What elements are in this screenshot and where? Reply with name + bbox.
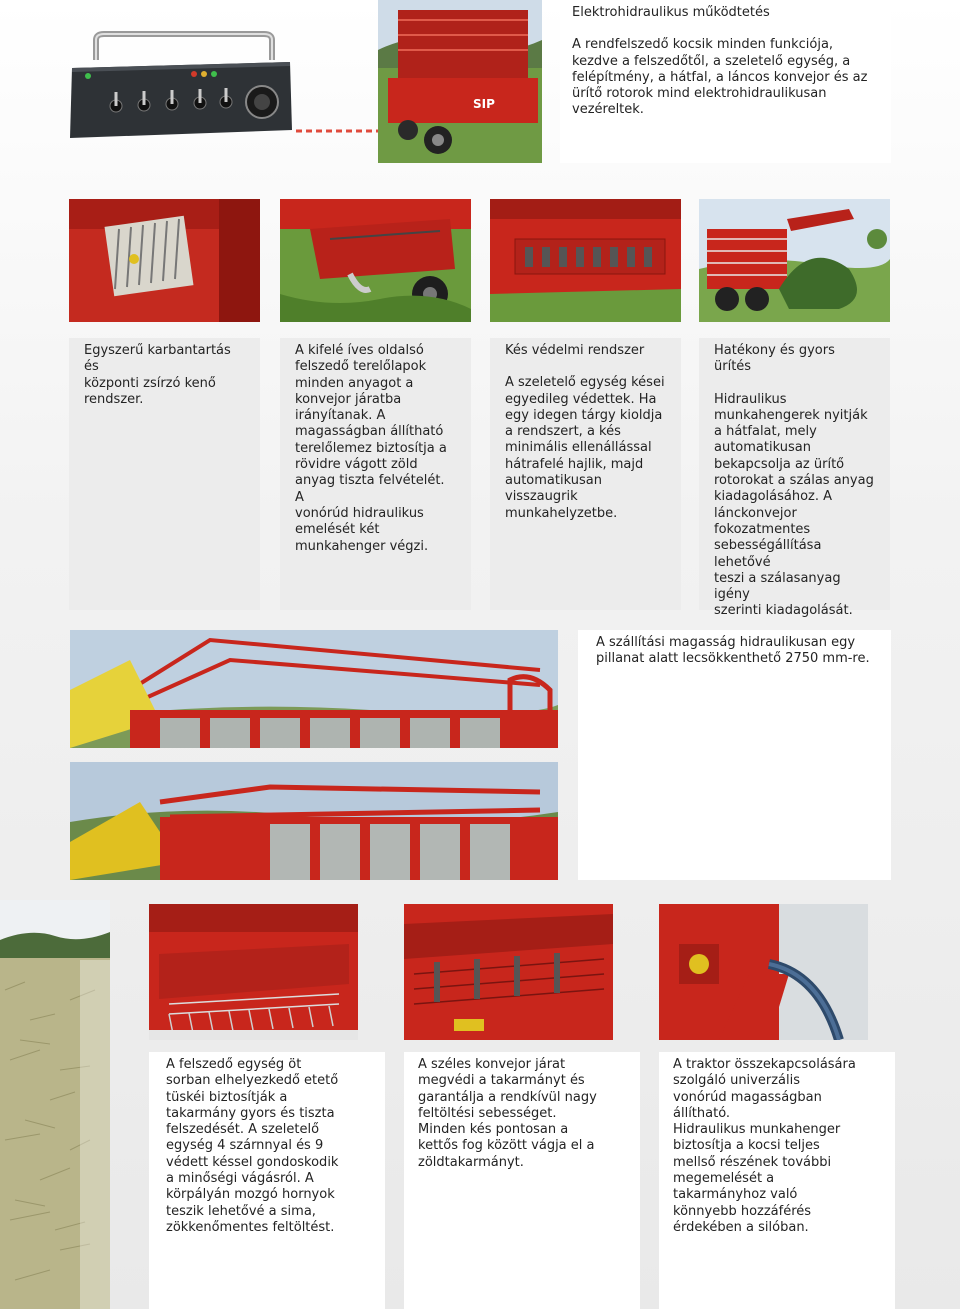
transport-card xyxy=(578,630,891,880)
transport-lowered-photo xyxy=(70,762,558,880)
background-hay-field xyxy=(0,900,110,1309)
intro-body: A rendfelszedő kocsik minden funkciója, kezdve a felszedőtől, a szeletelő egység, a felépítmény, a hátfal, a láncos konvejor és az ürítő rotorok mind elektrohidraulikusan vezéreltek. xyxy=(572,37,868,118)
feature-knife-protection-body: A szeletelő egység kései egyedileg védettek. Ha egy idegen tárgy kioldja a rendszert, a kés minimális ellenállással hátrafelé hajlik, majd automatikusan visszaugrik munkahelyzetbe. xyxy=(505,375,665,521)
detail-pickup-body: A felszedő egység öt sorban elhelyezkedő etető tüskéi biztosítják a takarmány gyors és tiszta felszedését. A szeletelő egység 4 szárnnyal és 9 védett késsel gondoskodik a minőségi vágásról. A körpályán mozgó hornyok teszik lehetővé a sima, zökkenőmentes feltöltést. xyxy=(166,1057,339,1235)
detail-drawbar-body: A traktor összekapcsolására szolgáló univerzális vonórúd magasságban állítható. Hidraulikus munkahenger biztosítja a kocsi teljes mellső részének további megemelését a takarmányhoz való könnyebb hozzáférés érdekében a silóban. xyxy=(673,1057,856,1235)
wagon-field-photo xyxy=(378,0,542,163)
feature-unloading-title: Hatékony és gyors ürítés xyxy=(714,343,835,375)
greasing-system-photo xyxy=(69,199,260,322)
pickup-guide-photo xyxy=(280,199,471,322)
feature-card-knife-protection xyxy=(490,338,681,610)
pickup-tines-photo xyxy=(149,904,358,1040)
feature-card-maintenance xyxy=(69,338,260,610)
drawbar-photo xyxy=(659,904,868,1040)
detail-conveyor-body: A széles konvejor járat megvédi a takarmányt és garantálja a rendkívül nagy feltöltési sebességet. Minden kés pontosan a kettős fog között vágja el a zöldtakarmányt. xyxy=(418,1057,597,1170)
unloading-photo xyxy=(699,199,890,322)
knife-system-photo xyxy=(490,199,681,322)
detail-card-pickup xyxy=(149,1052,385,1309)
control-panel-photo xyxy=(66,30,296,148)
conveyor-channel-photo xyxy=(404,904,613,1040)
intro-title: Elektrohidraulikus működtetés xyxy=(572,5,770,20)
feature-knife-protection-title: Kés védelmi rendszer xyxy=(505,343,645,358)
transport-body: A szállítási magasság hidraulikusan egy pillanat alatt lecsökkenthető 2750 mm-re. xyxy=(596,635,870,667)
detail-card-conveyor xyxy=(404,1052,640,1309)
svg-text:SIP: SIP xyxy=(473,97,495,111)
feature-pickup-guides-body: A kifelé íves oldalsó felszedő terelőlapok minden anyagot a konvejor járatba irányítanak. A magasságban állítható terelőlemez biztosítja a rövidre vágott zöld anyag tiszta felvételét. A vonórúd hidraulikus emelését két munkahenger végzi. xyxy=(295,343,447,554)
connector-line xyxy=(296,118,380,122)
feature-maintenance-body: Egyszerű karbantartás és központi zsírzó kenő rendszer. xyxy=(84,343,231,407)
intro-card xyxy=(560,0,891,163)
feature-unloading-body: Hidraulikus munkahengerek nyitják a hátfalat, mely automatikusan bekapcsolja az ürítő rotorokat a szálas anyag kiadagolásához. A lánckonvejor fokozatmentes sebességállítása lehetővé teszi a szálasanyag igény szerinti kiadagolását. xyxy=(714,391,874,619)
detail-card-drawbar xyxy=(659,1052,895,1309)
transport-raised-photo xyxy=(70,630,558,748)
feature-card-pickup-guides xyxy=(280,338,471,610)
feature-card-unloading xyxy=(699,338,890,619)
